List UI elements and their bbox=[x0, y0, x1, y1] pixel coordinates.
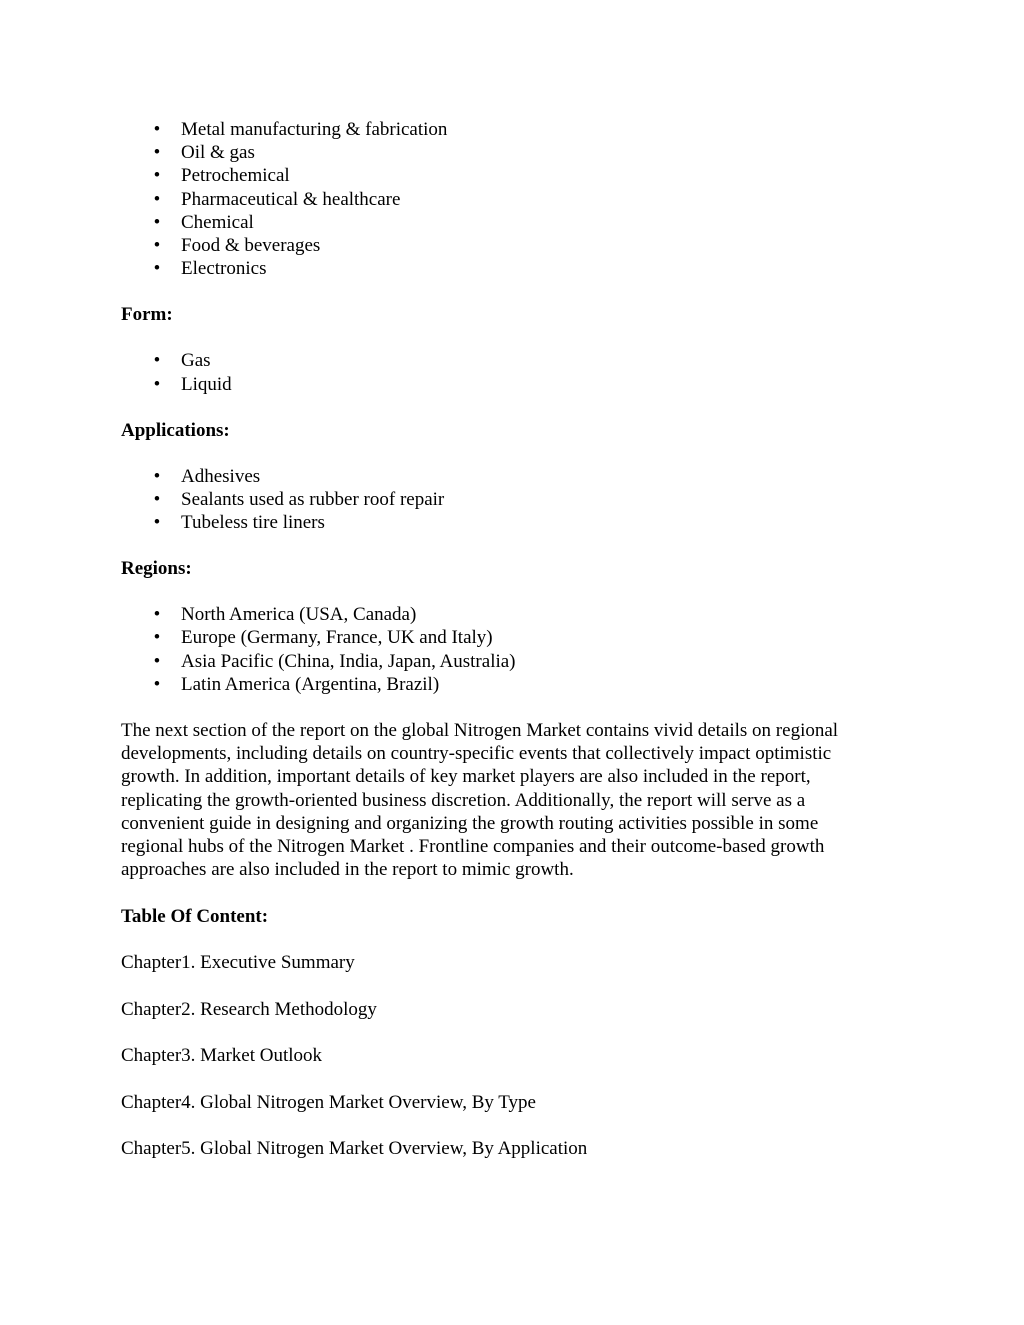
bullet-icon: • bbox=[153, 673, 161, 695]
list-item: • Liquid bbox=[121, 373, 901, 396]
bullet-icon: • bbox=[153, 465, 161, 487]
paragraph-line: convenient guide in designing and organizing the growth routing activities possible in some bbox=[121, 812, 819, 834]
toc-chapter-2: Chapter2. Research Methodology bbox=[121, 998, 377, 1020]
bullet-icon: • bbox=[153, 627, 161, 649]
toc-heading: Table Of Content: bbox=[121, 905, 269, 927]
list-item: • Sealants used as rubber roof repair bbox=[121, 488, 901, 511]
bullet-icon: • bbox=[153, 188, 161, 210]
list-item: • Food & beverages bbox=[121, 234, 901, 257]
bullet-icon: • bbox=[153, 650, 161, 672]
regions-list bbox=[121, 603, 901, 696]
bullet-icon: • bbox=[153, 512, 161, 534]
list-item: • Electronics bbox=[121, 257, 901, 280]
list-item: • Tubeless tire liners bbox=[121, 511, 901, 534]
applications-list bbox=[121, 465, 901, 535]
toc-chapter-4: Chapter4. Global Nitrogen Market Overview, By Type bbox=[121, 1091, 536, 1113]
paragraph-line: growth. In addition, important details of key market players are also included in the report, bbox=[121, 766, 811, 788]
list-item: • Petrochemical bbox=[121, 164, 901, 187]
document-page bbox=[121, 118, 901, 1160]
list-item: • Asia Pacific (China, India, Japan, Australia) bbox=[121, 650, 901, 673]
list-item: • Metal manufacturing & fabrication bbox=[121, 118, 901, 141]
paragraph-line: developments, including details on country-specific events that collectively impact optimistic bbox=[121, 743, 832, 765]
industries-list bbox=[121, 118, 901, 280]
regions-heading: Regions: bbox=[121, 558, 192, 580]
toc-chapter-1: Chapter1. Executive Summary bbox=[121, 952, 355, 974]
list-item: • Chemical bbox=[121, 211, 901, 234]
list-item: • Adhesives bbox=[121, 465, 901, 488]
list-item: • Oil & gas bbox=[121, 141, 901, 164]
bullet-icon: • bbox=[153, 234, 161, 256]
applications-heading: Applications: bbox=[121, 419, 230, 441]
bullet-icon: • bbox=[153, 165, 161, 187]
list-item: • Pharmaceutical & healthcare bbox=[121, 188, 901, 211]
bullet-icon: • bbox=[153, 119, 161, 140]
paragraph-line: replicating the growth-oriented business discretion. Additionally, the report will serve as a bbox=[121, 789, 806, 811]
bullet-icon: • bbox=[153, 604, 161, 626]
list-item: • Latin America (Argentina, Brazil) bbox=[121, 673, 901, 696]
toc-chapter-3: Chapter3. Market Outlook bbox=[121, 1045, 323, 1067]
bullet-icon: • bbox=[153, 142, 161, 164]
form-list bbox=[121, 349, 901, 395]
bullet-icon: • bbox=[153, 350, 161, 372]
bullet-icon: • bbox=[153, 258, 161, 280]
bullet-icon: • bbox=[153, 373, 161, 395]
paragraph-line: regional hubs of the Nitrogen Market . Frontline companies and their outcome-based growth bbox=[121, 836, 825, 858]
paragraph-line: The next section of the report on the global Nitrogen Market contains vivid details on regional bbox=[121, 720, 839, 741]
form-heading: Form: bbox=[121, 304, 173, 326]
list-item: • Europe (Germany, France, UK and Italy) bbox=[121, 626, 901, 649]
bullet-icon: • bbox=[153, 211, 161, 233]
list-item: • Gas bbox=[121, 349, 901, 372]
list-item: • North America (USA, Canada) bbox=[121, 603, 901, 626]
paragraph-line: approaches are also included in the report to mimic growth. bbox=[121, 859, 574, 881]
bullet-icon: • bbox=[153, 488, 161, 510]
summary-paragraph bbox=[121, 719, 901, 881]
toc-chapter-5: Chapter5. Global Nitrogen Market Overview, By Application bbox=[121, 1138, 588, 1160]
